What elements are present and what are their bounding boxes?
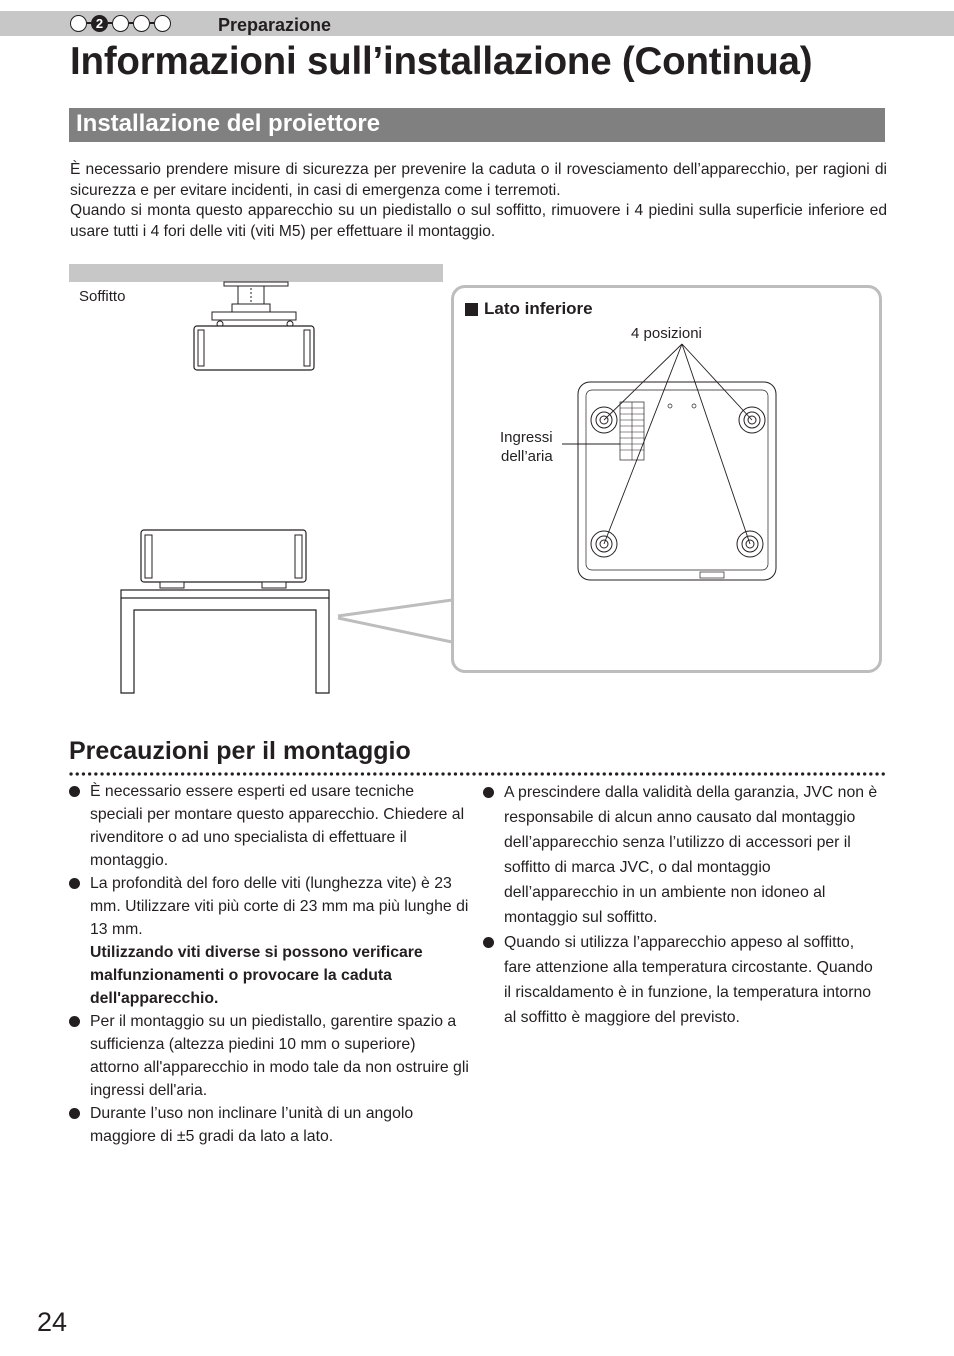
- projector-table: [121, 530, 329, 693]
- underside-title: Lato inferiore: [465, 299, 593, 319]
- dotted-divider: [69, 771, 887, 777]
- step-circle-1: [70, 15, 87, 32]
- step-circle-3: [112, 15, 129, 32]
- page-title: Informazioni sull’installazione (Continua): [70, 40, 813, 83]
- underside-diagram: [560, 340, 800, 590]
- step-circle-4: [133, 15, 150, 32]
- list-item: La profondità del foro delle viti (lunghezza vite) è 23 mm. Utilizzare viti più corte di 23 mm ma più lunghe di 13 mm. Utilizzando viti diverse si possono verificare malfunzionamenti o provocare la caduta dell'apparecchio.: [69, 872, 469, 1010]
- list-item: Per il montaggio su un piedistallo, garentire spazio a sufficienza (altezza piedini 10 mm o superiore) attorno all'apparecchio in modo tale da non ostruire gli ingressi dell'aria.: [69, 1010, 469, 1102]
- air-inlet-label-line-1: Ingressi: [500, 429, 553, 446]
- section-heading: Installazione del proiettore: [76, 110, 381, 137]
- ceiling-label: Soffitto: [79, 288, 126, 305]
- warning-text: Utilizzando viti diverse si possono verificare malfunzionamenti o provocare la caduta dell'apparecchio.: [90, 944, 423, 1007]
- precautions-right-list: [483, 780, 883, 1030]
- page-number: 24: [37, 1307, 68, 1337]
- chapter-step-indicator: [70, 13, 171, 33]
- list-item: A prescindere dalla validità della garanzia, JVC non è responsabile di alcun anno causato dal montaggio dell’apparecchio senza l’utilizzo di accessori per il soffitto di marca JVC, o dal montaggio dell’apparecchio in un ambiente non idoneo al montaggio sul soffitto.: [483, 780, 883, 930]
- projector-ceiling: [194, 326, 314, 370]
- precautions-heading: Precauzioni per il montaggio: [69, 737, 411, 765]
- ceiling-mount: [212, 282, 296, 327]
- positions-label: 4 posizioni: [631, 325, 702, 342]
- chapter-label: Preparazione: [218, 15, 332, 35]
- list-item: Durante l’uso non inclinare l’unità di un angolo maggiore di ±5 gradi da lato a lato.: [69, 1102, 469, 1148]
- intro-paragraph-2: Quando si monta questo apparecchio su un piedistallo o sul soffitto, rimuovere i 4 piedini sulla superficie inferiore ed usare tutti i 4 fori delle viti (viti M5) per effettuare il montaggio.: [70, 202, 887, 240]
- air-inlet-label-line-2: dell’aria: [501, 448, 553, 465]
- list-item: Quando si utilizza l’apparecchio appeso al soffitto, fare attenzione alla temperatura circostante. Quando il riscaldamento è in funzione, la temperatura intorno al soffitto è maggiore del previsto.: [483, 930, 883, 1030]
- precautions-left-list: [69, 780, 469, 1148]
- step-circle-2-active: 2: [91, 15, 108, 32]
- installation-illustration: [0, 270, 954, 700]
- intro-paragraph-1: È necessario prendere misure di sicurezza per prevenire la caduta o il rovesciamento dell’apparecchio, per ragioni di sicurezza e per evitare incidenti, in casi di emergenza come i terremoti.: [70, 161, 887, 199]
- list-item: È necessario essere esperti ed usare tecniche speciali per montare questo apparecchio. Chiedere al rivenditore o ad uno specialista di effettuare il montaggio.: [69, 780, 469, 872]
- step-circle-5: [154, 15, 171, 32]
